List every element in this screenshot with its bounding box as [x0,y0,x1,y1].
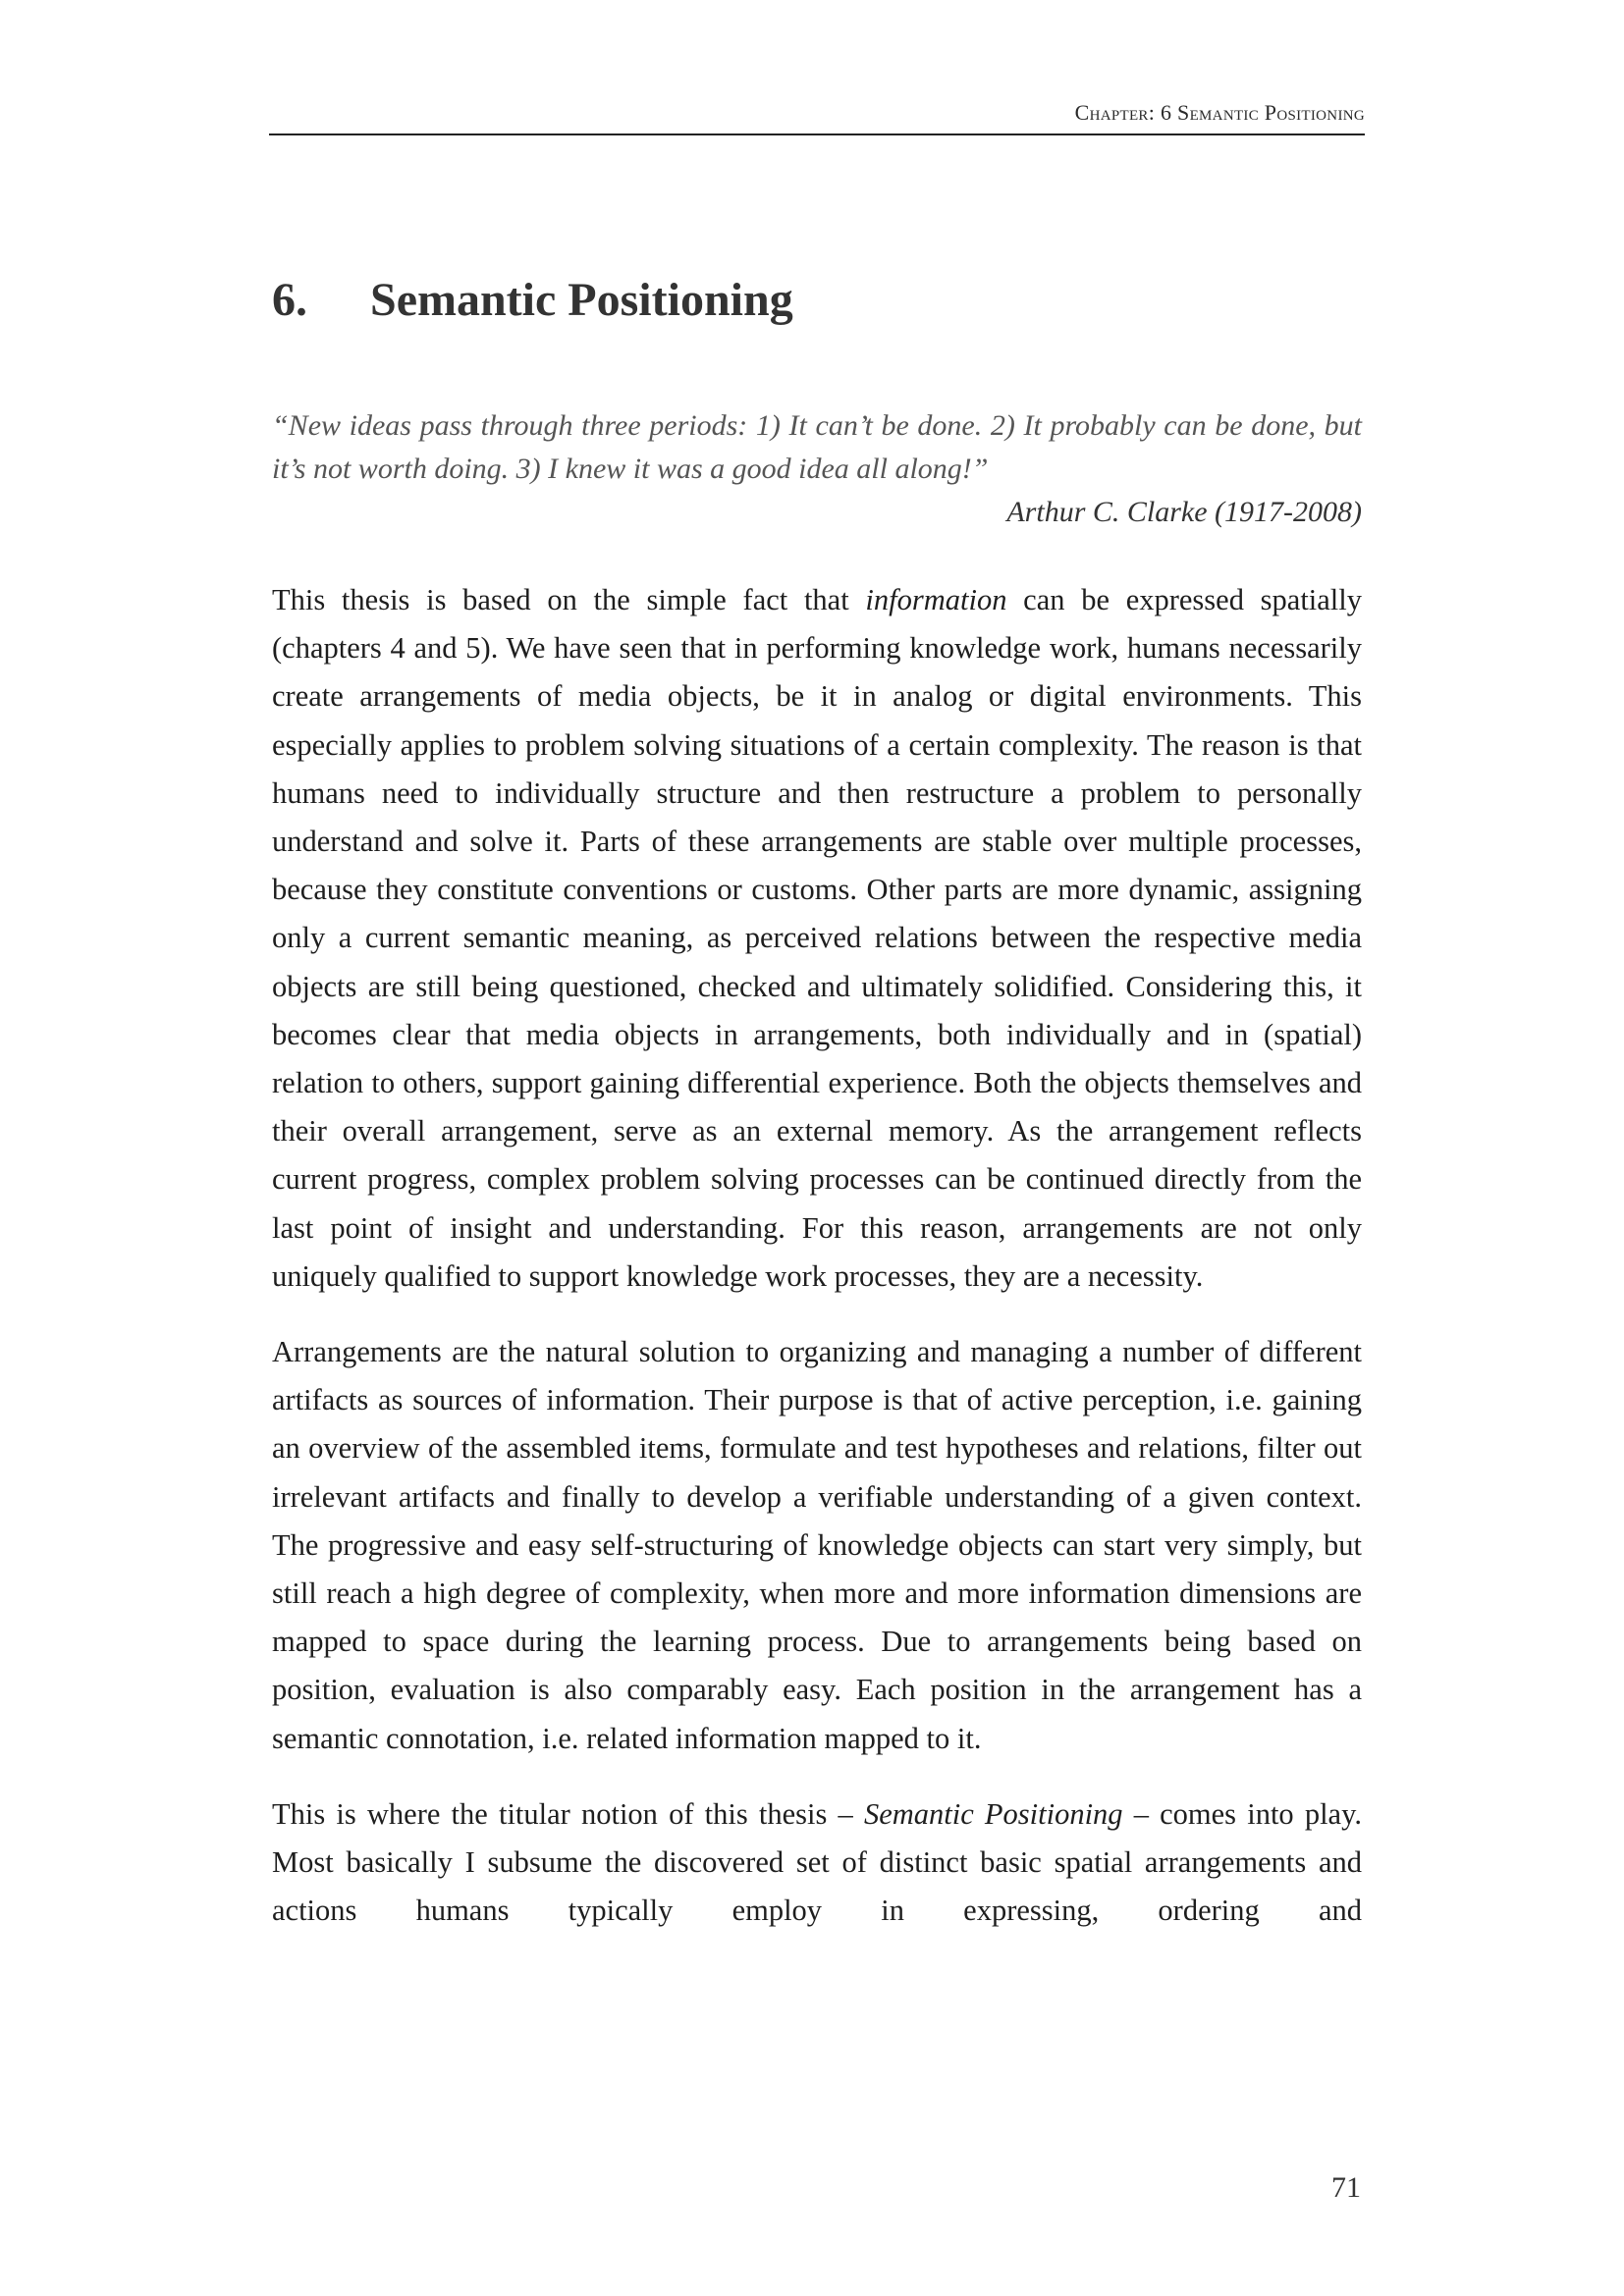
paragraph-3 [272,1790,1362,1936]
paragraph-3-text-b: – comes into play. Most basically I subsume the discovered set of distinct basic spatial arrangements and actions humans typically employ in expressing, ordering and [272,1796,1362,1928]
paragraph-1-text-a: This thesis is based on the simple fact that [272,583,866,616]
chapter-title: Semantic Positioning [370,274,793,326]
running-header-text: Chapter: 6 Semantic Positioning [1074,100,1365,125]
paragraph-1-emphasis: information [865,583,1007,616]
paragraph-1 [272,576,1362,1301]
epigraph-attribution: Arthur C. Clarke (1917-2008) [1006,496,1362,528]
chapter-number: 6. [272,274,307,326]
page-number: 71 [1331,2171,1361,2204]
running-header [269,94,1365,135]
paragraph-1-text-b: can be expressed spatially (chapters 4 and 5). We have seen that in performing knowledge work, humans necessarily create arrangements of media objects, be it in analog or digital environments. This especially applies to problem solving situations of a certain complexity. The reason is that humans need to individually structure and then restructure a problem to personally understand and solve it. Parts of these arrangements are stable over multiple processes, because they constitute conventions or customs. Other parts are more dynamic, assigning only a current semantic meaning, as perceived relations between the respective media objects are still being questioned, checked and ultimately solidified. Considering this, it becomes clear that media objects in arrangements, both individually and in (spatial) relation to others, support gaining differential experience. Both the objects themselves and their overall arrangement, serve as an external memory. As the arrangement reflects current progress, complex problem solving processes can be continued directly from the last point of insight and understanding. For this reason, arrangements are not only uniquely qualified to support knowledge work processes, they are a necessity. [272,583,1362,1293]
chapter-heading [272,273,793,327]
paragraph-3-emphasis: Semantic Positioning [863,1796,1123,1831]
epigraph-quote: “New ideas pass through three periods: 1) It can’t be done. 2) It probably can be done, but it’s not worth doing. 3) I knew it was a good idea all along!” [272,409,1362,485]
paragraph-2: Arrangements are the natural solution to organizing and managing a number of different artifacts as sources of information. Their purpose is that of active perception, i.e. gaining an overview of the assembled items, formulate and test hypotheses and relations, filter out irrelevant artifacts and finally to develop a verifiable understanding of a given context. The progressive and easy self-structuring of knowledge objects can start very simply, but still reach a high degree of complexity, when more and more information dimensions are mapped to space during the learning process. Due to arrangements being based on position, evaluation is also comparably easy. Each position in the arrangement has a semantic connotation, i.e. related information mapped to it. [272,1335,1362,1755]
paragraph-3-text-a: This is where the titular notion of this thesis – [272,1796,864,1831]
body-text [272,576,1362,1962]
epigraph [272,404,1362,534]
